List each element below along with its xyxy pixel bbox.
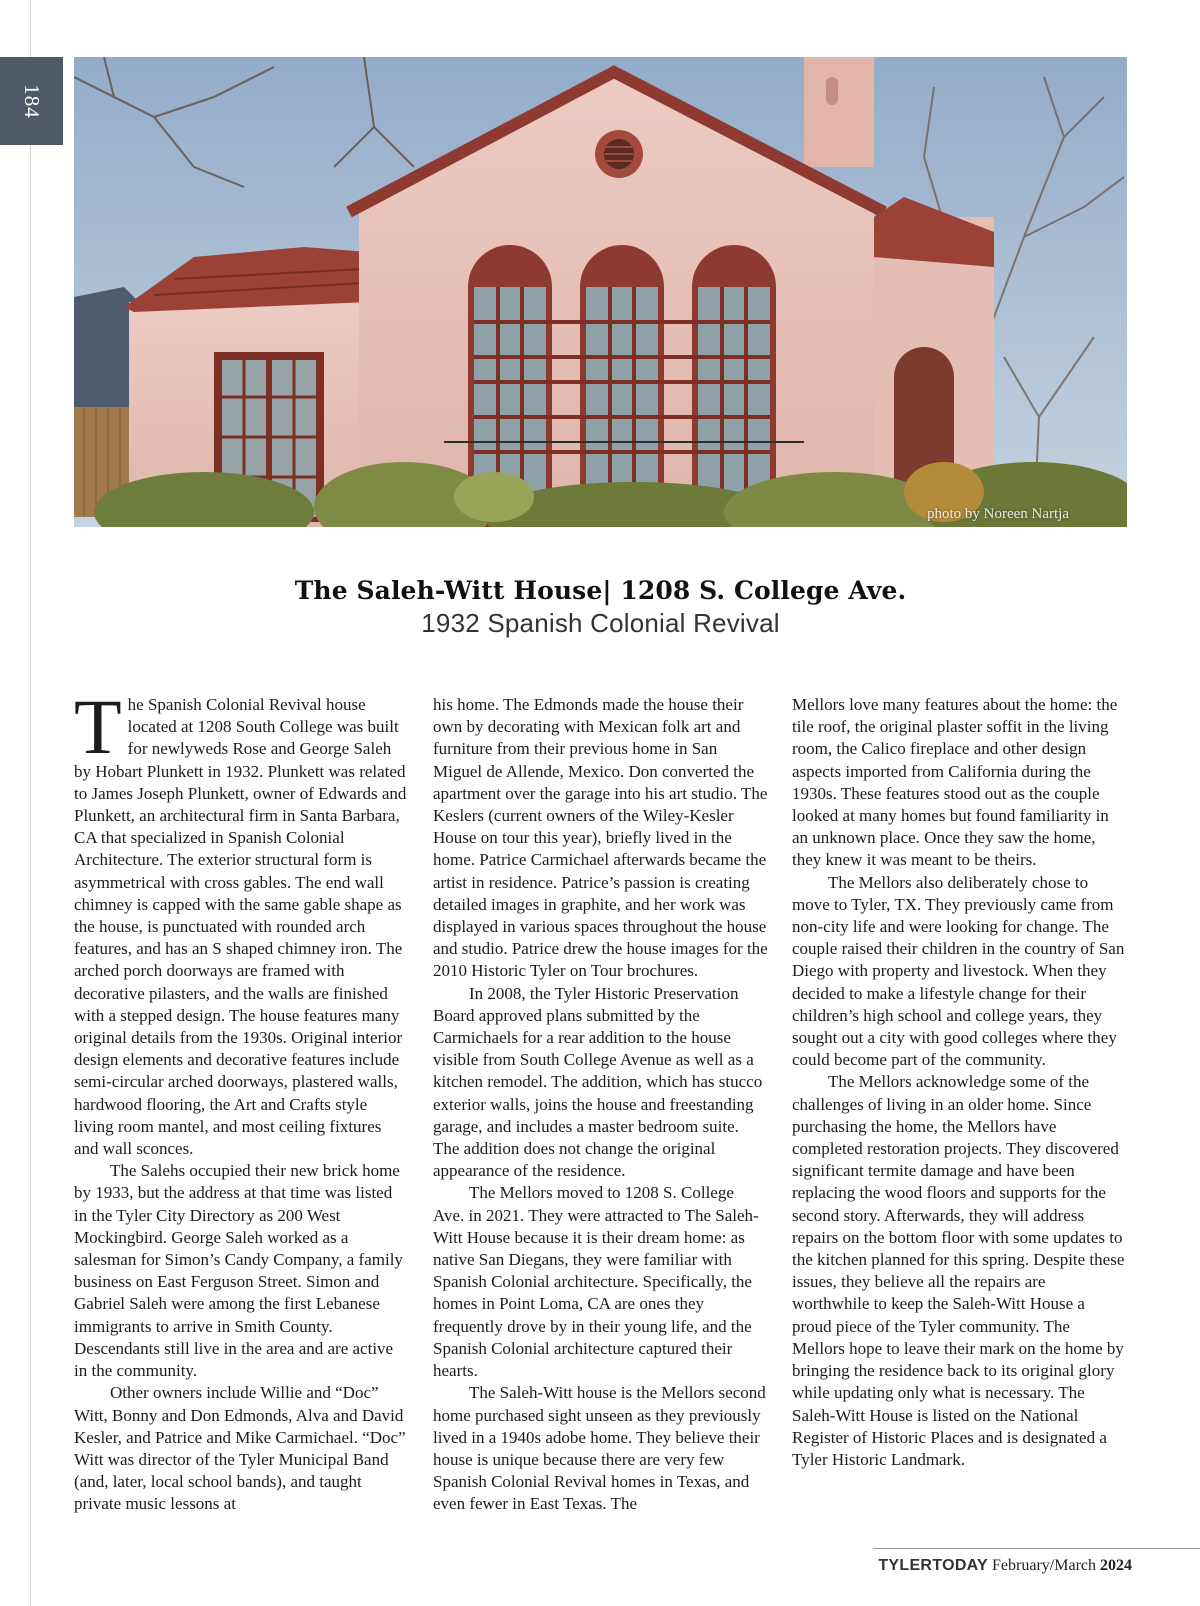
article-subtitle: 1932 Spanish Colonial Revival [421, 608, 780, 638]
paragraph [74, 683, 409, 1160]
paragraph: The Mellors also deliberately chose to move to Tyler, TX. They previously came from non-city life and were looking for change. The couple raised their children in the country of San Diego with property and livestock. When they decided to make a lifestyle change for their children’s high school and college years, they sought out a city with good colleges where they could become part of the community. [792, 872, 1125, 1070]
page-footer [878, 1557, 1132, 1575]
paragraph: Other owners include Willie and “Doc” Witt, Bonny and Don Edmonds, Alva and David Kesler, and Patrice and Mike Carmichael. “Doc” Witt was director of the Tyler Municipal Band (and, later, local school bands), and taught private music lessons at [74, 1383, 406, 1514]
paragraph: his home. The Edmonds made the house their own by decorating with Mexican folk art and furniture from their previous home in San Miguel de Allende, Mexico. Don converted the apartment over the garage into his art studio. The Keslers (current owners of the Wiley-Kesler House on tour this year), briefly lived in the home. Patrice Carmichael afterwards became the artist in residence. Patrice’s passion is creating detailed images in graphite, and her work was displayed in various spaces throughout the house and studio. Patrice drew the house images for the 2010 Historic Tyler on Tour brochures. [433, 695, 768, 981]
page-number: 184 [20, 83, 44, 119]
paragraph-text: he Spanish Colonial Revival house located at 1208 South College was built for newlyweds Rose and George Saleh by Hobart Plunkett in 1932. Plunkett was related to James Joseph Plunkett, owner of Edwards and Plunkett, an architectural firm in Santa Barbara, CA that specialized in Spanish Colonial Architecture. The exterior structural form is asymmetrical with cross gables. The end wall chimney is capped with the same gable shape as the house, is punctuated with rounded arch features, and has an S shaped chimney iron. The arched porch doorways are framed with decorative pilasters, and the walls are finished with a stepped design. The house features many original details from the 1930s. Original interior design elements and decorative features include semi-circular arched doorways, plastered walls, hardwood flooring, the Art and Crafts style living room mantel, and most ceiling fixtures and wall sconces. [74, 695, 407, 1159]
photo-credit: photo by Noreen Nartja [926, 506, 1069, 522]
paragraph: The Mellors acknowledge some of the challenges of living in an older home. Since purchasing the home, the Mellors have completed restoration projects. They discovered significant termite damage and have been replacing the wood floors and supports for the second story. Afterwards, they will address repairs on the bottom floor with some updates to the kitchen planned for this spring. Despite these issues, they believe all the repairs are worthwhile to keep the Saleh-Witt House a proud piece of the Tyler community. The Mellors hope to leave their mark on the home by bringing the residence back to its original glory while updating only what is necessary. The Saleh-Witt House is listed on the National Register of Historic Places and is designated a Tyler Historic Landmark. [792, 1072, 1125, 1469]
paragraph: The Mellors moved to 1208 S. College Ave. in 2021. They were attracted to The Saleh-Witt House because it is their dream home: as native San Diegans, they were familiar with Spanish Colonial architecture. Specifically, the homes in Point Loma, CA are ones they frequently drove by in their young life, and the Spanish Colonial architecture captured their hearts. [433, 1183, 759, 1381]
issue-months: February/March [992, 1557, 1096, 1574]
text-column-3 [792, 694, 1127, 1471]
article-title: The Saleh-Witt House| 1208 S. College Ave. [294, 576, 907, 605]
magazine-brand: TYLERTODAY [878, 1557, 989, 1574]
paragraph: In 2008, the Tyler Historic Preservation Board approved plans submitted by the Carmichaels for a rear addition to the house visible from South College Avenue as well as a kitchen remodel. The addition, which has stucco exterior walls, joins the house and freestanding garage, and includes a master bedroom suite. The addition does not change the original appearance of the residence. [433, 983, 763, 1181]
text-column-2 [433, 694, 768, 1516]
paragraph: The Saleh-Witt house is the Mellors second home purchased sight unseen as they previously lived in a 1940s adobe home. They believe their house is unique because there are very few Spanish Colonial Revival homes in Texas, and even fewer in East Texas. The [433, 1383, 766, 1514]
page-number-tab [0, 57, 63, 145]
paragraph: The Salehs occupied their new brick home by 1933, but the address at that time was listed in the Tyler City Directory as 200 West Mockingbird. George Saleh worked as a salesman for Simon’s Candy Company, a family business on East Ferguson Street. Simon and Gabriel Saleh were among the first Lebanese immigrants to arrive in Smith County. Descendants still live in the area and are active in the community. [74, 1161, 403, 1381]
paragraph: Mellors love many features about the home: the tile roof, the original plaster soffit in the living room, the Calico fireplace and other design aspects imported from California during the 1930s. These features stood out as the couple looked at many homes but found familiarity in an unknown place. Once they saw the home, they knew it was meant to be theirs. [792, 695, 1118, 870]
drop-cap: T [74, 683, 122, 770]
page-edge-rule [30, 0, 31, 1606]
article-heading [74, 576, 1127, 639]
issue-year: 2024 [1100, 1557, 1132, 1574]
footer-rule [873, 1548, 1200, 1549]
text-column-1 [74, 683, 409, 1516]
house-photo [74, 57, 1127, 527]
